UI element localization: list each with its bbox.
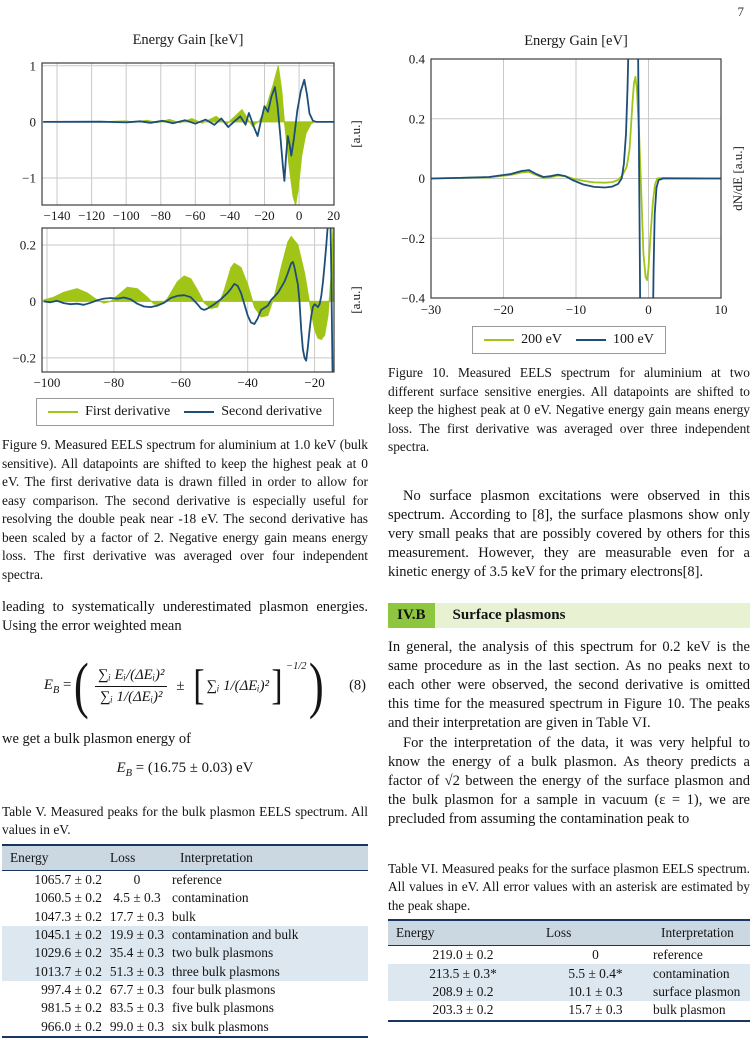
svg-text:−100: −100 (112, 208, 140, 223)
table-cell: 15.7 ± 0.3 (568, 1002, 623, 1018)
equation-8: $E_B$ = ( $\frac{\text{∑ᵢ Eᵢ/(ΔEᵢ)²}}{\text{∑ᵢ 1/(ΔEᵢ)²}}$ ± [ ∑ᵢ 1/(ΔEᵢ)² ] −1/2 ) (8) (43, 652, 366, 721)
svg-text:Energy Gain [eV]: Energy Gain [eV] (524, 33, 628, 49)
legend-line-swatch (48, 411, 78, 413)
table-row (2, 889, 368, 907)
svg-text:−60: −60 (185, 208, 206, 223)
table-cell: surface plasmon (653, 983, 741, 999)
svg-text:−1: −1 (22, 170, 36, 186)
section-title: Surface plasmons (452, 606, 566, 623)
table-row (2, 907, 368, 925)
table-row (2, 962, 368, 980)
table-cell: 83.5 ± 0.3 (109, 1000, 165, 1016)
svg-text:−20: −20 (254, 208, 275, 223)
paragraph-continuation: leading to systematically underestimated plasmon energies. Using the error weighted mean (2, 599, 368, 635)
eq8-plus-minus: ± (176, 677, 185, 694)
table-cell: 4.5 ± 0.3 (113, 890, 161, 906)
table-cell: 966.0 ± 0.2 (41, 1018, 102, 1034)
legend-label: Second derivative (221, 404, 322, 419)
eq8-number: (8) (349, 677, 366, 694)
eq8-fraction: $\frac{\text{∑ᵢ Eᵢ/(ΔEᵢ)²}}{\text{∑ᵢ 1/(ΔEᵢ)²}}$ (95, 667, 167, 706)
svg-text:−20: −20 (493, 302, 514, 317)
tableVI-caption: Table VI. Measured peaks for the surface plasmon EELS spectrum. All values in eV. All error values with an asterisk are estimated by the peak shape. (388, 860, 750, 913)
paragraph-interpretation: For the interpretation of the data, it was very helpful to know the energy of a bulk plasmon. As theory predicts a factor of √2 between the energy of the surface plasmon and the bulk plasmon for a sample in vacuum (ε = 1), we are precluded from assuming the contamination peak to (388, 734, 750, 828)
table-cell: bulk plasmon (653, 1002, 726, 1018)
legend-item (184, 404, 322, 420)
table-header-cell: Loss (102, 845, 172, 871)
table-row (2, 926, 368, 944)
section-number: IV.B (388, 603, 435, 628)
table-row (388, 964, 750, 982)
table-cell: 1047.3 ± 0.2 (34, 908, 102, 924)
svg-text:−80: −80 (150, 208, 171, 223)
svg-text:0: 0 (418, 171, 425, 186)
legend-line-swatch (576, 339, 606, 341)
tableV-caption: Table V. Measured peaks for the bulk plasmon EELS spectrum. All values in eV. (2, 803, 368, 838)
table-cell: six bulk plasmons (172, 1018, 269, 1034)
paragraph-we-get: we get a bulk plasmon energy of (2, 731, 191, 748)
table-header-cell: Interpretation (172, 845, 368, 871)
table-cell: 10.1 ± 0.3 (568, 983, 623, 999)
table-cell: two bulk plasmons (172, 945, 274, 961)
table-row (388, 983, 750, 1001)
svg-text:0.4: 0.4 (408, 51, 425, 67)
table-cell: 1045.1 ± 0.2 (34, 926, 102, 942)
svg-text:−40: −40 (237, 375, 258, 390)
table-cell: reference (653, 947, 703, 963)
section-heading-surface-plasmons (388, 603, 750, 628)
eq8-exponent: −1/2 (286, 660, 307, 672)
equation-result: $E_B = (16.75 \pm 0.03)$ eV (116, 759, 254, 779)
svg-text:20: 20 (327, 208, 341, 223)
table-cell: 1029.6 ± 0.2 (34, 945, 102, 961)
table-cell: contamination (653, 965, 730, 981)
svg-text:−40: −40 (219, 208, 241, 223)
table-cell: 208.9 ± 0.2 (432, 983, 494, 999)
table-cell: five bulk plasmons (172, 1000, 274, 1016)
legend-line-swatch (484, 339, 514, 341)
legend-label: First derivative (85, 404, 171, 419)
table-header-cell: Loss (538, 920, 653, 946)
table-header-cell: Interpretation (653, 920, 750, 946)
table-cell: 1065.7 ± 0.2 (34, 871, 102, 887)
svg-text:Energy Gain [keV]: Energy Gain [keV] (132, 32, 244, 48)
table-cell: 0 (592, 947, 599, 963)
table-cell: 35.4 ± 0.3 (109, 945, 165, 961)
tableV (2, 844, 368, 1038)
table-row (2, 999, 368, 1017)
table-row (2, 870, 368, 889)
legend-label: 200 eV (521, 332, 562, 347)
paragraph-in-general: In general, the analysis of this spectrum for 0.2 keV is the same procedure as in the last section. As no peaks next to each other were observed, the second derivative is omitted this time for the measured spectrum in Figure 10. The peaks and their interpretation are given in Table VI. (388, 638, 750, 732)
table-cell: 1013.7 ± 0.2 (34, 963, 102, 979)
svg-text:−140: −140 (43, 208, 71, 223)
eq8-lhs: $E_B$ = (43, 676, 72, 696)
table-cell: 67.7 ± 0.3 (109, 982, 165, 997)
table-cell: 0 (133, 871, 141, 887)
figure10-caption: Figure 10. Measured EELS spectrum for aluminium at two different surface sensitive energies. All datapoints are shifted to keep the highest peak at 0 eV. Negative energy gain means energy loss. The first derivative was averaged over three independent spectra. (388, 365, 750, 454)
legend-item (576, 332, 654, 348)
svg-text:0.2: 0.2 (408, 111, 425, 127)
table-row (2, 944, 368, 962)
svg-text:0: 0 (29, 114, 36, 130)
table-cell: 213.5 ± 0.3* (429, 965, 497, 981)
left-column (2, 28, 368, 1038)
table-cell: contamination (172, 890, 249, 906)
svg-text:0.2: 0.2 (19, 237, 36, 253)
svg-text:−80: −80 (103, 375, 125, 390)
legend-item (484, 332, 562, 348)
svg-text:−0.4: −0.4 (401, 290, 425, 306)
table-header-cell: Energy (2, 845, 102, 871)
svg-text:−100: −100 (33, 375, 61, 390)
tableVI (388, 919, 750, 1022)
table-cell: 5.5 ± 0.4* (568, 965, 623, 981)
svg-text:0: 0 (645, 302, 652, 317)
svg-text:−60: −60 (170, 375, 191, 390)
svg-text:−120: −120 (78, 208, 106, 223)
figure9-chart-top (2, 28, 368, 226)
svg-text:[a.u.]: [a.u.] (348, 286, 363, 314)
table-cell: 99.0 ± 0.3 (109, 1018, 165, 1034)
svg-text:−0.2: −0.2 (401, 230, 425, 246)
table-row (2, 981, 368, 999)
table-cell: three bulk plasmons (172, 963, 280, 979)
table-cell: 17.7 ± 0.3 (109, 908, 165, 924)
table-cell: bulk (172, 908, 196, 924)
eq8-sum-term: ∑ᵢ 1/(ΔEᵢ)² (206, 677, 270, 694)
table-row (388, 1001, 750, 1020)
right-column (388, 28, 750, 1022)
table-cell: 981.5 ± 0.2 (41, 1000, 102, 1016)
figure9-legend (36, 398, 334, 426)
svg-text:0: 0 (29, 293, 36, 309)
paragraph-no-surface: No surface plasmon excitations were observed in this spectrum. According to [8], the surface plasmons show only very small peaks that are possibly covered by others for this measurement. However, they are measurable even for a kinetic energy of 3.5 keV for the primary electrons[8]. (388, 487, 750, 581)
svg-text:10: 10 (714, 302, 728, 317)
table-cell: contamination and bulk (172, 926, 299, 942)
legend-label: 100 eV (613, 332, 654, 347)
svg-text:−20: −20 (304, 375, 325, 390)
table-cell: 219.0 ± 0.2 (432, 947, 494, 963)
svg-text:1: 1 (29, 58, 36, 74)
table-cell: reference (172, 871, 222, 887)
figure10-legend (472, 326, 666, 354)
table-cell: four bulk plasmons (172, 982, 276, 997)
table-cell: 203.3 ± 0.2 (432, 1002, 494, 1018)
svg-text:−30: −30 (420, 302, 442, 317)
table-row (2, 1018, 368, 1037)
legend-item (48, 404, 170, 420)
table-cell: 1060.5 ± 0.2 (34, 890, 102, 906)
table-header-cell: Energy (388, 920, 538, 946)
svg-text:[a.u.]: [a.u.] (348, 120, 363, 148)
table-cell: 997.4 ± 0.2 (41, 982, 102, 997)
svg-text:0: 0 (295, 208, 303, 223)
table-cell: 51.3 ± 0.3 (109, 963, 165, 979)
svg-text:dN/dE [a.u.]: dN/dE [a.u.] (730, 146, 745, 211)
figure10-chart (388, 30, 750, 320)
table-cell: 19.9 ± 0.3 (109, 926, 165, 942)
svg-text:−10: −10 (565, 302, 587, 317)
svg-text:−0.2: −0.2 (12, 350, 36, 366)
figure9-chart-bottom (2, 226, 368, 392)
figure9-caption: Figure 9. Measured EELS spectrum for aluminium at 1.0 keV (bulk sensitive). All datapoints are shifted to keep the highest peak at 0 eV. The first derivative data is drawn filled in order to allow for easy comparison. The second derivative is especially useful for resolving the double peak near -18 eV. The second derivative has been scaled by a factor of 2. Negative energy gain means energy loss. The first derivative was averaged over four independent spectra. (2, 437, 368, 582)
table-row (388, 946, 750, 965)
page-number: 7 (737, 4, 744, 19)
legend-line-swatch (184, 411, 214, 413)
